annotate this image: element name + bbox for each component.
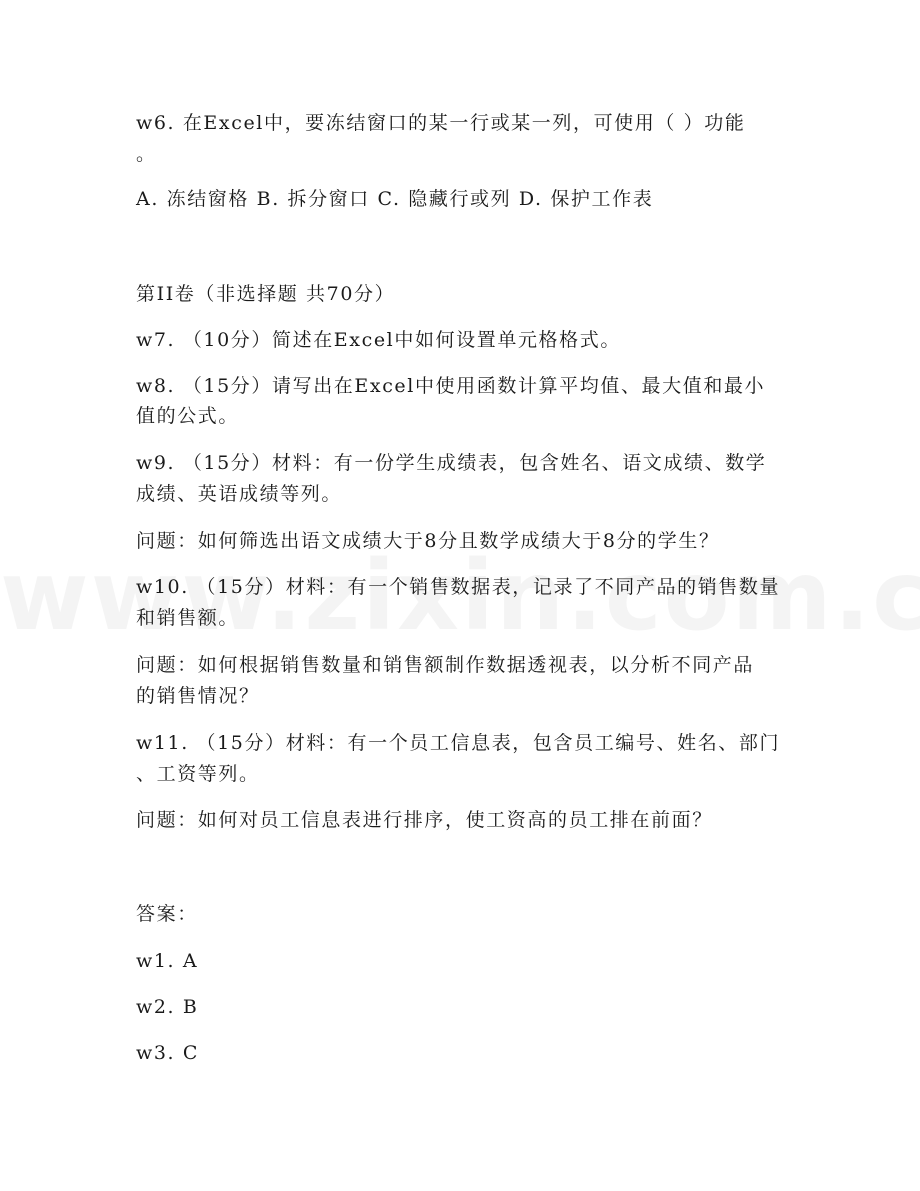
question-11-question: 问题：如何对员工信息表进行排序，使工资高的员工排在前面？ [136,809,713,831]
part-2-header: 第II卷（非选择题 共70分） [136,283,396,305]
question-7: w7. （10分）简述在Excel中如何设置单元格格式。 [136,329,621,351]
question-9-line-1: w9. （15分）材料：有一份学生成绩表，包含姓名、语文成绩、数学 [136,452,767,474]
question-8-line-1: w8. （15分）请写出在Excel中使用函数计算平均值、最大值和最小 [136,375,766,397]
question-10-question-line-2: 的销售情况？ [136,685,260,707]
question-6-options: A. 冻结窗格 B. 拆分窗口 C. 隐藏行或列 D. 保护工作表 [136,188,654,210]
question-9-question: 问题：如何筛选出语文成绩大于8分且数学成绩大于8分的学生？ [136,530,720,552]
answer-2: w2. B [136,996,199,1018]
answer-3: w3. C [136,1042,199,1064]
answers-header: 答案： [136,903,198,925]
question-6-line-2: 。 [136,143,157,165]
question-8-line-2: 值的公式。 [136,405,240,427]
question-10-line-1: w10. （15分）材料：有一个销售数据表，记录了不同产品的销售数量 [136,576,781,598]
question-10-line-2: 和销售额。 [136,607,240,629]
question-11-line-2: 、工资等列。 [136,763,260,785]
question-6-line-1: w6. 在Excel中，要冻结窗口的某一行或某一列，可使用（ ）功能 [136,112,746,134]
question-11-line-1: w11. （15分）材料：有一个员工信息表，包含员工编号、姓名、部门 [136,732,781,754]
answer-1: w1. A [136,950,199,972]
question-10-question-line-1: 问题：如何根据销售数量和销售额制作数据透视表，以分析不同产品 [136,654,755,676]
question-9-line-2: 成绩、英语成绩等列。 [136,483,343,505]
